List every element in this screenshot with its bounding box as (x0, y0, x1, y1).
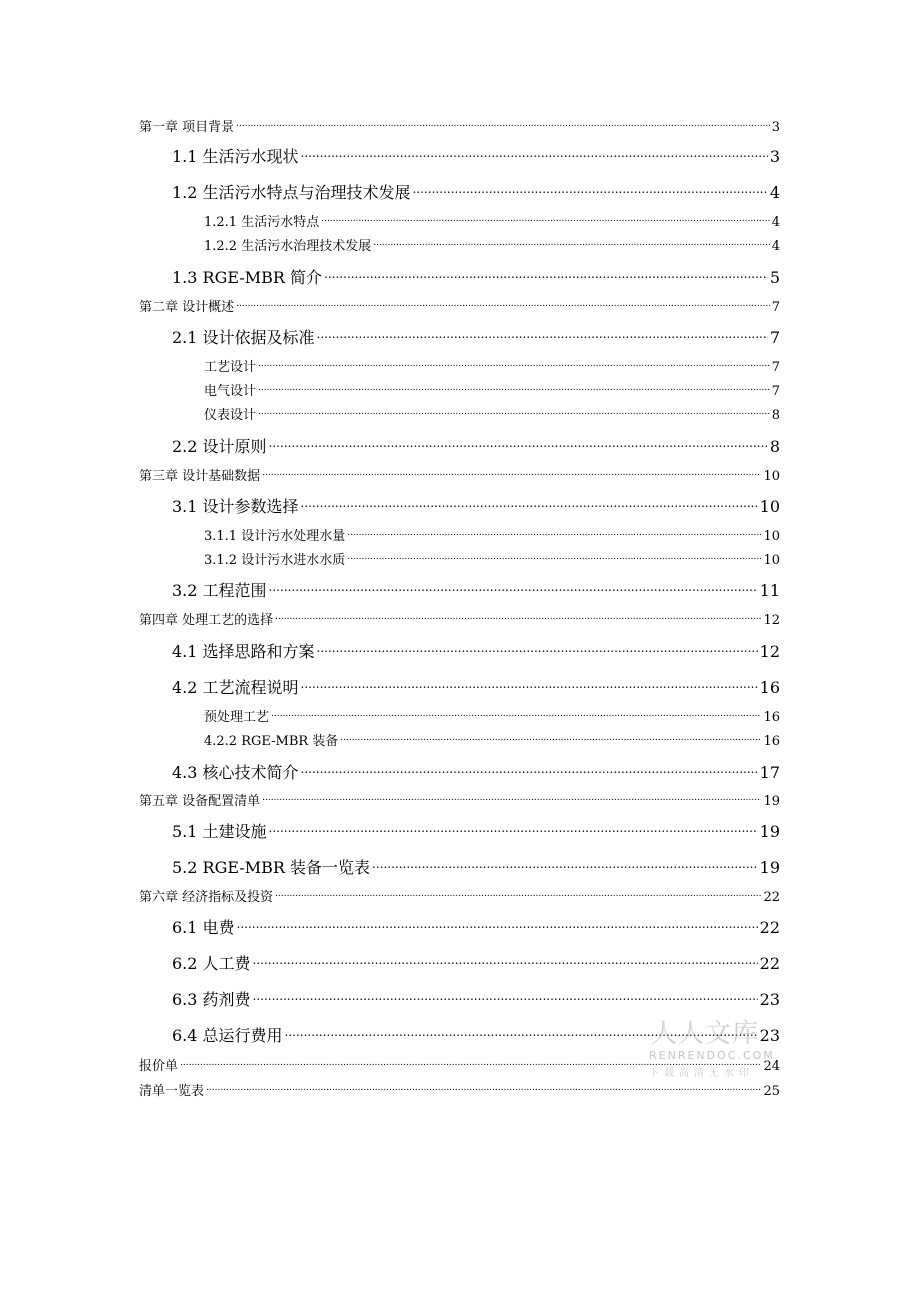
toc-entry-section-4-3[interactable] (172, 760, 780, 783)
toc-entry-label: 第六章 经济指标及投资 (139, 890, 274, 905)
toc-page-number: 12 (763, 613, 780, 628)
toc-leader-dots (275, 888, 761, 901)
toc-entry-label: 预处理工艺 (204, 710, 270, 725)
toc-entry-label: 6.1 电费 (172, 918, 235, 937)
toc-entry-electrical-design[interactable] (204, 380, 780, 399)
toc-entry-label: 3.2 工程范围 (172, 581, 267, 600)
toc-page-number: 8 (769, 437, 780, 456)
toc-page-number: 8 (771, 408, 780, 423)
toc-entry-instrument-design[interactable] (204, 404, 780, 423)
toc-leader-dots (324, 267, 768, 283)
toc-entry-label: 3.1.1 设计污水处理水量 (204, 529, 346, 544)
toc-leader-dots (340, 732, 761, 745)
toc-page-number: 19 (759, 822, 780, 841)
toc-page-number: 4 (771, 215, 780, 230)
toc-entry-subsection-4-2-2[interactable] (204, 730, 780, 749)
toc-page-number: 17 (759, 763, 780, 782)
toc-entry-chapter-2[interactable] (139, 296, 780, 315)
toc-page-number: 23 (759, 1026, 780, 1045)
toc-page-number: 19 (763, 794, 780, 809)
toc-page-number: 10 (763, 529, 780, 544)
toc-page-number: 7 (769, 328, 780, 347)
toc-leader-dots (413, 182, 768, 198)
toc-entry-label: 工艺设计 (204, 360, 257, 375)
toc-entry-label: 3.1 设计参数选择 (172, 497, 299, 516)
toc-leader-dots (269, 436, 768, 452)
toc-page-number: 10 (763, 469, 780, 484)
toc-leader-dots (317, 327, 768, 343)
toc-leader-dots (347, 551, 761, 564)
toc-page-number: 16 (763, 710, 780, 725)
toc-page-number: 7 (771, 384, 780, 399)
toc-entry-section-2-1[interactable] (172, 325, 780, 348)
toc-entry-pretreatment[interactable] (204, 706, 780, 725)
toc-entry-label: 4.2.2 RGE-MBR 装备 (204, 734, 339, 749)
toc-entry-label: 1.3 RGE-MBR 简介 (172, 268, 323, 287)
toc-entry-label: 6.4 总运行费用 (172, 1026, 283, 1045)
toc-leader-dots (317, 641, 758, 657)
toc-leader-dots (180, 1057, 761, 1070)
toc-leader-dots (237, 917, 758, 933)
toc-page-number: 3 (769, 147, 780, 166)
toc-page-number: 22 (763, 890, 780, 905)
toc-page-number: 10 (763, 553, 780, 568)
toc-entry-section-4-1[interactable] (172, 639, 780, 662)
toc-entry-section-4-2[interactable] (172, 675, 780, 698)
toc-page-number: 3 (771, 120, 780, 135)
toc-entry-section-5-1[interactable] (172, 819, 780, 842)
toc-leader-dots (262, 467, 761, 480)
toc-entry-chapter-4[interactable] (139, 609, 780, 628)
toc-entry-label: 第一章 项目背景 (139, 120, 235, 135)
toc-entry-label: 1.1 生活污水现状 (172, 147, 299, 166)
toc-entry-subsection-3-1-1[interactable] (204, 525, 780, 544)
toc-entry-list-overview[interactable] (139, 1080, 780, 1099)
toc-entry-label: 第四章 处理工艺的选择 (139, 613, 274, 628)
toc-leader-dots (236, 298, 770, 311)
toc-leader-dots (236, 118, 770, 131)
toc-leader-dots (301, 146, 768, 162)
toc-page-number: 7 (771, 300, 780, 315)
toc-page-number: 25 (763, 1084, 780, 1099)
toc-leader-dots (253, 989, 758, 1005)
toc-leader-dots (262, 792, 761, 805)
toc-leader-dots (301, 496, 758, 512)
toc-leader-dots (275, 611, 761, 624)
toc-page-number: 7 (771, 360, 780, 375)
toc-entry-quotation[interactable] (139, 1055, 780, 1074)
toc-leader-dots (258, 358, 770, 371)
toc-entry-label: 3.1.2 设计污水进水水质 (204, 553, 346, 568)
toc-entry-label: 1.2.1 生活污水特点 (204, 215, 320, 230)
toc-page-number: 16 (759, 678, 780, 697)
toc-entry-chapter-5[interactable] (139, 790, 780, 809)
toc-page-number: 11 (759, 581, 780, 600)
toc-entry-section-5-2[interactable] (172, 855, 780, 878)
toc-page-number: 12 (759, 642, 780, 661)
toc-entry-label: 1.2.2 生活污水治理技术发展 (204, 239, 372, 254)
toc-entry-label: 电气设计 (204, 384, 257, 399)
toc-leader-dots (271, 708, 761, 721)
toc-entry-label: 5.1 土建设施 (172, 822, 267, 841)
toc-entry-subsection-1-2-1[interactable] (204, 211, 780, 230)
toc-leader-dots (206, 1082, 761, 1095)
toc-leader-dots (301, 762, 758, 778)
toc-page-number: 5 (769, 268, 780, 287)
toc-leader-dots (258, 406, 770, 419)
toc-entry-chapter-1[interactable] (139, 116, 780, 135)
toc-entry-section-1-3[interactable] (172, 265, 780, 288)
toc-page-number: 16 (763, 734, 780, 749)
toc-entry-label: 2.2 设计原则 (172, 437, 267, 456)
toc-entry-label: 6.3 药剂费 (172, 990, 251, 1009)
toc-leader-dots (301, 677, 758, 693)
toc-entry-subsection-1-2-2[interactable] (204, 235, 780, 254)
toc-page-number: 23 (759, 990, 780, 1009)
watermark-domain: RENRENDOC.COM (649, 1049, 775, 1062)
toc-leader-dots (372, 857, 758, 873)
toc-leader-dots (253, 953, 758, 969)
toc-entry-label: 第二章 设计概述 (139, 300, 235, 315)
toc-entry-section-3-1[interactable] (172, 494, 780, 517)
toc-entry-chapter-6[interactable] (139, 886, 780, 905)
toc-page-number: 10 (759, 497, 780, 516)
toc-entry-label: 清单一览表 (139, 1084, 205, 1099)
watermark-tagline: 下载高清无水印 (649, 1068, 754, 1079)
toc-entry-label: 4.3 核心技术简介 (172, 763, 299, 782)
toc-entry-label: 第三章 设计基础数据 (139, 469, 261, 484)
toc-entry-label: 2.1 设计依据及标准 (172, 328, 315, 347)
toc-entry-subsection-3-1-2[interactable] (204, 549, 780, 568)
toc-entry-label: 4.2 工艺流程说明 (172, 678, 299, 697)
toc-entry-chapter-3[interactable] (139, 465, 780, 484)
toc-entry-label: 4.1 选择思路和方案 (172, 642, 315, 661)
toc-entry-section-6-2[interactable] (172, 951, 780, 974)
toc-leader-dots (258, 382, 770, 395)
toc-entry-section-6-3[interactable] (172, 987, 780, 1010)
toc-page-number: 4 (769, 183, 780, 202)
toc-page-number: 24 (763, 1059, 780, 1074)
toc-page-number: 22 (759, 954, 780, 973)
toc-page-number: 22 (759, 918, 780, 937)
toc-entry-section-1-1[interactable] (172, 144, 780, 167)
toc-entry-label: 6.2 人工费 (172, 954, 251, 973)
toc-entry-section-6-4[interactable] (172, 1023, 780, 1046)
toc-leader-dots (373, 237, 770, 250)
toc-entry-section-2-2[interactable] (172, 434, 780, 457)
toc-entry-label: 1.2 生活污水特点与治理技术发展 (172, 183, 411, 202)
toc-leader-dots (347, 527, 761, 540)
toc-leader-dots (321, 213, 770, 226)
toc-leader-dots (269, 821, 758, 837)
toc-page-number: 19 (759, 858, 780, 877)
toc-entry-section-1-2[interactable] (172, 180, 780, 203)
toc-entry-section-3-2[interactable] (172, 578, 780, 601)
toc-entry-label: 报价单 (139, 1059, 179, 1074)
toc-entry-section-6-1[interactable] (172, 915, 780, 938)
toc-entry-process-design[interactable] (204, 356, 780, 375)
toc-leader-dots (269, 580, 758, 596)
toc-entry-label: 仪表设计 (204, 408, 257, 423)
toc-leader-dots (285, 1025, 758, 1041)
toc-entry-label: 第五章 设备配置清单 (139, 794, 261, 809)
toc-entry-label: 5.2 RGE-MBR 装备一览表 (172, 858, 371, 877)
watermark-title: 人人文库 (651, 1019, 760, 1049)
toc-page-number: 4 (771, 239, 780, 254)
